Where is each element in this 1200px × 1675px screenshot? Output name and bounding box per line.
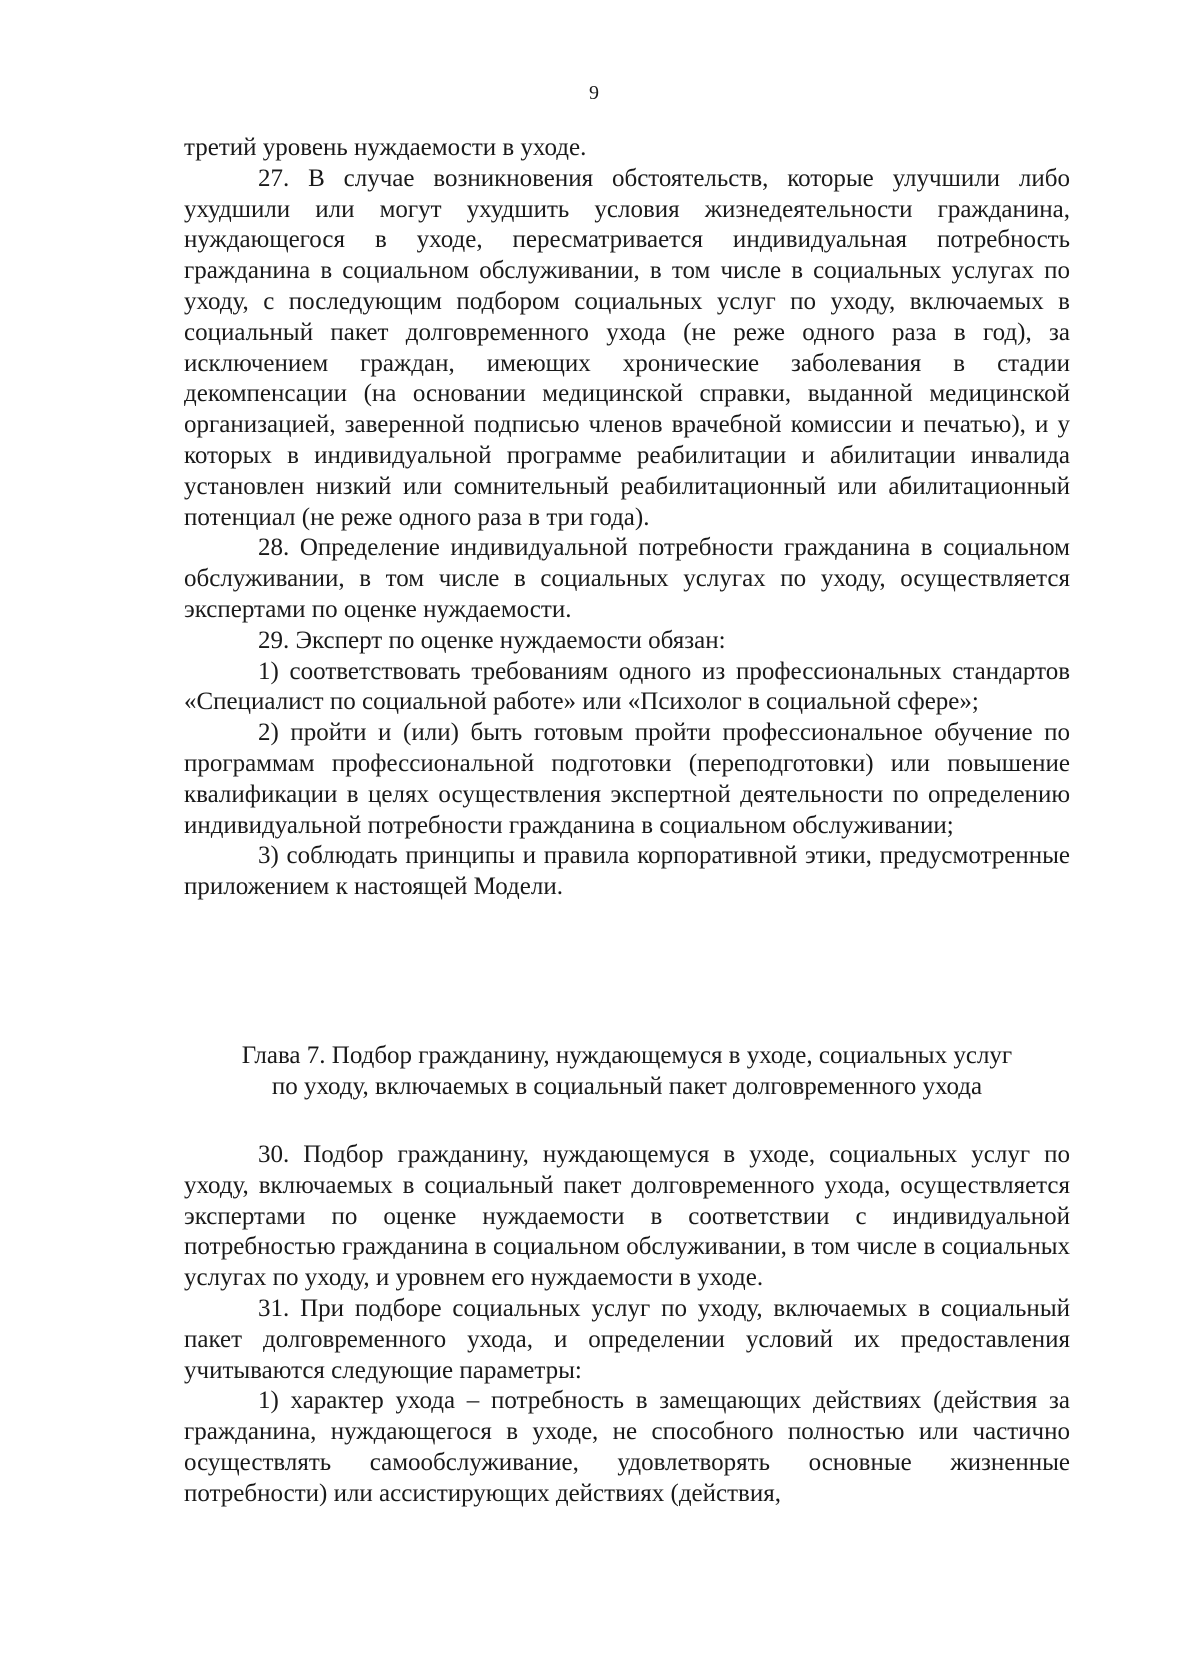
text-block-before-chapter — [184, 133, 1070, 903]
paragraph-31-item-1: 1) характер ухода – потребность в замещающих действиях (действия за гражданина, нуждающегося в уходе, не способного полностью или частично осуществлять самообслуживание, удовлетворять основные жизненные потребности) или ассистирующих действиях (действия, — [184, 1387, 1070, 1507]
text-block-chapter-7 — [184, 1140, 1070, 1510]
paragraph-29: 29. Эксперт по оценке нуждаемости обязан: — [258, 626, 726, 654]
paragraph-29-item-1: 1) соответствовать требованиям одного из профессиональных стандартов «Специалист по социальной работе» или «Психолог в социальной сфере»; — [184, 657, 1070, 716]
paragraph-29-item-2: 2) пройти и (или) быть готовым пройти профессиональное обучение по программам профессиональной подготовки (переподготовки) или повышение квалификации в целях осуществления экспертной деятельности по определению индивидуальной потребности гражданина в социальном обслуживании; — [184, 719, 1070, 839]
paragraph-27: 27. В случае возникновения обстоятельств, которые улучшили либо ухудшили или могут ухудшить условия жизнедеятельности гражданина, нуждающегося в уходе, пересматривается индивидуальная потребность гражданина в социальном обслуживании, в том числе в социальных услугах по уходу, с последующим подбором социальных услуг по уходу, включаемых в социальный пакет долговременного ухода (не реже одного раза в год), за исключением граждан, имеющих хронические заболевания в стадии декомпенсации (на основании медицинской справки, выданной медицинской организацией, заверенной подписью членов врачебной комиссии и печатью), и у которых в индивидуальной программе реабилитации и абилитации инвалида установлен низкий или сомнительный реабилитационный или абилитационный потенциал (не реже одного раза в три года). — [184, 164, 1070, 531]
paragraph-continuation: третий уровень нуждаемости в уходе. — [184, 134, 587, 161]
chapter-heading-line-1: Глава 7. Подбор гражданину, нуждающемуся в уходе, социальных услуг — [241, 1042, 1013, 1069]
page-number: 9 — [589, 82, 599, 104]
chapter-heading-line-2: по уходу, включаемых в социальный пакет долговременного ухода — [271, 1073, 983, 1100]
chapter-heading — [184, 1040, 1070, 1102]
paragraph-30: 30. Подбор гражданину, нуждающемуся в уходе, социальных услуг по уходу, включаемых в социальный пакет долговременного ухода, осуществляется экспертами по оценке нуждаемости в соответствии с индивидуальной потребностью гражданина в социальном обслуживании, в том числе в социальных услугах по уходу, и уровнем его нуждаемости в уходе. — [184, 1141, 1070, 1292]
paragraph-28: 28. Определение индивидуальной потребности гражданина в социальном обслуживании, в том числе в социальных услугах по уходу, осуществляется экспертами по оценке нуждаемости. — [184, 534, 1070, 623]
paragraph-31: 31. При подборе социальных услуг по уходу, включаемых в социальный пакет долговременного ухода, и определении условий их предоставления учитываются следующие параметры: — [184, 1294, 1070, 1384]
paragraph-29-item-3: 3) соблюдать принципы и правила корпоративной этики, предусмотренные приложением к настоящей Модели. — [184, 842, 1070, 901]
